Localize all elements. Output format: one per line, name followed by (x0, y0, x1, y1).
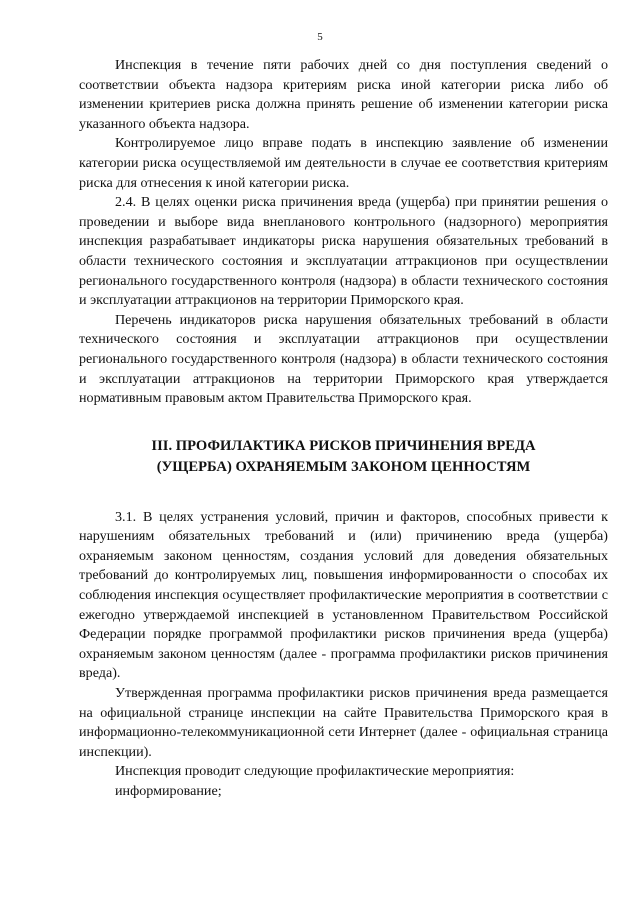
paragraph-prevention-measures-intro: Инспекция проводит следующие профилактические мероприятия: (115, 763, 515, 780)
section-heading-iii (79, 436, 608, 478)
paragraph-2-4-risk-indicators: 2.4. В целях оценки риска причинения вреда (ущерба) при принятии решения о проведении и выборе вида внепланового контрольного (надзорного) мероприятия инспекция разрабатывает индикаторы риска нарушения обязательных требований в области технического состояния и эксплуатации аттракционов при осуществлении регионального государственного контроля (надзора) в области технического состояния и эксплуатации аттракционов на территории Приморского края. (79, 194, 608, 309)
paragraph-indicators-list-approval: Перечень индикаторов риска нарушения обязательных требований в области технического состояния и эксплуатации аттракционов при осуществлении регионального государственного контроля (надзора) в области технического состояния и эксплуатации аттракционов на территории Приморского края утверждается нормативным правовым актом Правительства Приморского края. (79, 311, 608, 407)
document-body (79, 56, 608, 802)
paragraph-3-1-prevention-program: 3.1. В целях устранения условий, причин и факторов, способных привести к нарушениям обязательных требований и (или) причинению вреда (ущерба) охраняемым законом ценностям, создания условий для доведения обязательных требований до контролируемых лиц, повышения информированности о способах их соблюдения инспекция осуществляет профилактические мероприятия в соответствии с ежегодно утверждаемой инспекцией в установленном Правительством Российской Федерации порядке программой профилактики рисков причинения вреда (ущерба) охраняемым законом ценностям (далее - программа профилактики рисков причинения вреда). (79, 508, 608, 682)
paragraph-controlled-person-application: Контролируемое лицо вправе подать в инспекцию заявление об изменении категории риска осуществляемой им деятельности в случае ее соответствия критериям риска для отнесения к иной категории риска. (79, 135, 608, 191)
paragraph-program-publication: Утвержденная программа профилактики рисков причинения вреда размещается на официальной странице инспекции на сайте Правительства Приморского края в информационно-телекоммуникационной сети Интернет (далее - официальная страница инспекции). (79, 685, 608, 760)
paragraph-informing-item: информирование; (115, 783, 222, 799)
page-number: 5 (317, 31, 323, 43)
paragraph-category-change-decision: Инспекция в течение пяти рабочих дней со дня поступления сведений о соответствии объекта надзора критериям риска иной категории риска либо об изменении критериев риска должна принять решение об изменении категории риска указанного объекта надзора. (79, 57, 608, 132)
section-heading-line-1: III. ПРОФИЛАКТИКА РИСКОВ ПРИЧИНЕНИЯ ВРЕДА (151, 437, 536, 454)
section-heading-line-2: (УЩЕРБА) ОХРАНЯЕМЫМ ЗАКОНОМ ЦЕННОСТЯМ (156, 458, 531, 475)
